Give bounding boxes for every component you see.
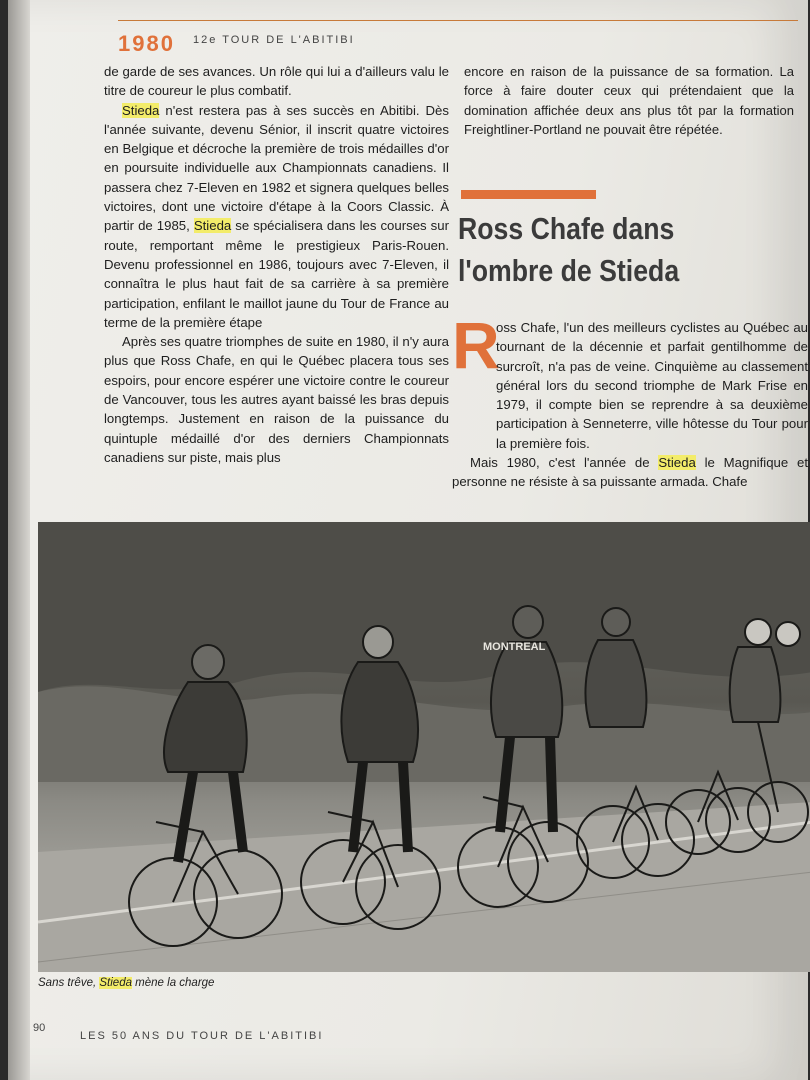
photo-caption: Sans trêve, Stieda mène la charge (38, 977, 215, 989)
paragraph: de garde de ses avances. Un rôle qui lui a d'ailleurs valu le titre de coureur le plus combatif. (104, 64, 449, 99)
paragraph: oss Chafe, l'un des meilleurs cyclistes au Québec au tournant de la décennie et parfait gentilhomme de surcroît, n'a pas de veine. Cinquième au classement général lors du second triomphe de Mark Frise en 1979, il compte bien se reprendre à sa deuxième participation à Senneterre, ville hôtesse du Tour pour la première fois. (496, 320, 808, 451)
right-column-body (452, 318, 808, 492)
jersey-text: MONTREAL (483, 641, 546, 653)
highlighted-name: Stieda (193, 218, 232, 234)
paragraph: Après ses quatre triomphes de suite en 1980, il n'y aura plus que Ross Chafe, en qui le Québec placera tous ses espoirs, pour encore espérer une victoire contre le coureur de Vancouver, tous les autres ayant baissé les bras depuis longtemps. Justement en raison de la puissance du quintuple médaillé d'or des derniers Championnats canadiens sur piste, mais plus (104, 334, 449, 465)
page-number: 90 (33, 1022, 46, 1034)
highlighted-name: Stieda (99, 977, 132, 989)
running-footer: LES 50 ANS DU TOUR DE L'ABITIBI (80, 1030, 324, 1042)
paragraph: encore en raison de la puissance de sa formation. La force à faire douter ceux qui prétendaient que la domination affichée deux ans plus tôt par la formation Freightliner-Portland ne pouvait être répétée. (464, 64, 794, 137)
header-year: 1980 (118, 31, 175, 56)
header-title: 12e TOUR DE L'ABITIBI (193, 34, 355, 46)
section-headline: Ross Chafe dans l'ombre de Stieda (458, 211, 680, 288)
paragraph: Mais 1980, c'est l'année de Stieda le Magnifique et personne ne résiste à sa puissante armada. Chafe (452, 455, 808, 490)
drop-cap: R (452, 308, 500, 382)
cyclists-photo (38, 522, 810, 972)
running-header (118, 20, 798, 61)
right-column-top (464, 62, 794, 139)
page-edge (8, 0, 30, 1080)
highlighted-name: Stieda (658, 455, 696, 471)
left-column (104, 62, 449, 467)
highlighted-name: Stieda (122, 102, 160, 118)
cyclists-illustration (38, 522, 810, 972)
section-divider-bar (461, 190, 596, 199)
paragraph: Stieda n'est restera pas à ses succès en Abitibi. Dès l'année suivante, devenu Sénior, il inscrit quatre victoires en Belgique et décroche la première de trois médailles d'or en poursuite individuelle aux Championnats canadiens. Il passera chez 7-Eleven en 1982 et signera quelques belles victoires, dont une victoire d'étape à la Coors Classic. À partir de 1985, Stieda se spécialisera dans les courses sur route, remportant même le prestigieux Paris-Rouen. Devenu professionnel en 1986, toujours avec 7-Eleven, il connaîtra le plus haut fait de sa carrière à sa première participation, enfilant le maillot jaune du Tour de France au terme de la première étape (104, 102, 449, 330)
book-page (8, 0, 808, 1080)
